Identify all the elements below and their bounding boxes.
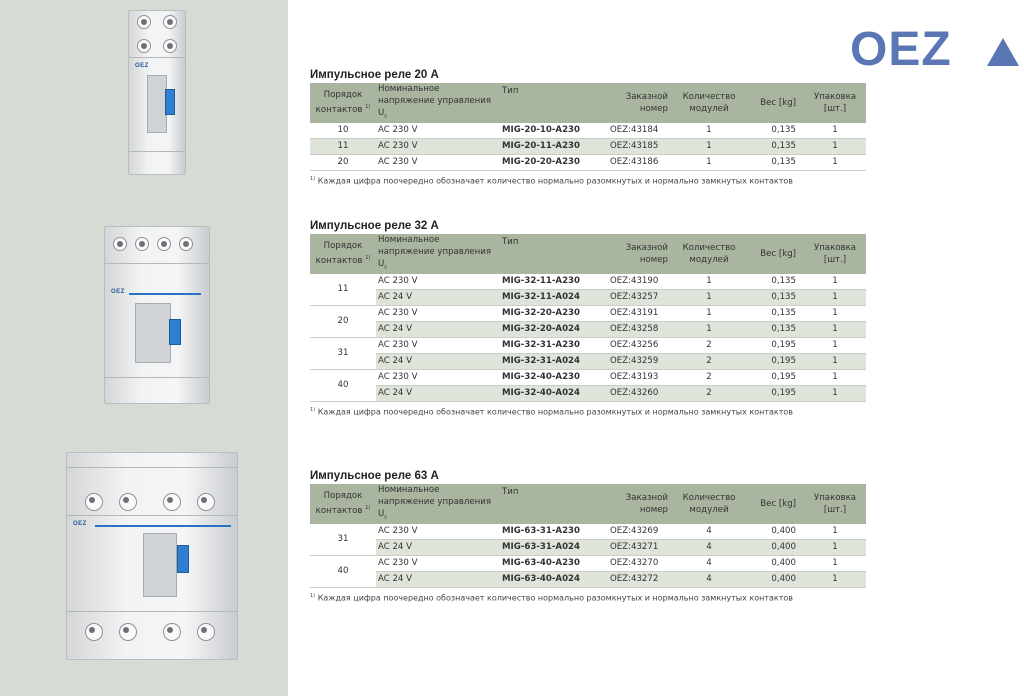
cell-voltage: AC 230 V: [378, 124, 418, 135]
table-row: [310, 123, 866, 139]
product-table: [310, 484, 866, 588]
header-order: Порядок контактов $^{1)}$: [315, 90, 371, 116]
table-title: Импульсное реле 32 A: [310, 220, 439, 232]
cell-voltage: AC 230 V: [378, 525, 418, 536]
table-row: [310, 353, 866, 369]
cell-order-no: OEZ:43190: [610, 275, 659, 286]
cell-type: MIG-32-40-A024: [502, 387, 581, 398]
section-relay-20a: [310, 67, 866, 186]
cell-order-no: OEZ:43193: [610, 371, 659, 382]
cell-order: 11: [337, 140, 349, 151]
cell-voltage: AC 24 V: [378, 573, 413, 584]
cell-type: MIG-32-11-A230: [502, 275, 581, 286]
table-row: [310, 138, 866, 154]
cell-type: MIG-63-40-A024: [502, 573, 581, 584]
cell-weight: 0,195: [771, 387, 796, 398]
cell-weight: 0,135: [771, 323, 796, 334]
cell-type: MIG-32-31-A230: [502, 339, 581, 350]
cell-order-no: OEZ:43256: [610, 339, 659, 350]
table-row: [310, 274, 866, 290]
footnote: $^{1)}$ Каждая цифра поочередно обозначает количество нормально разомкнутых и нормально замкнутых контактов: [310, 406, 793, 417]
cell-order-no: OEZ:43270: [610, 557, 659, 568]
cell-type: MIG-32-40-A230: [502, 371, 581, 382]
cell-voltage: AC 24 V: [378, 323, 413, 334]
header-type: Тип: [502, 86, 519, 96]
cell-type: MIG-63-40-A230: [502, 557, 581, 568]
header-modules: Количество модулей: [682, 242, 736, 265]
cell-weight: 0,400: [771, 573, 796, 584]
cell-order: 20: [337, 156, 349, 167]
footnote: $^{1)}$ Каждая цифра поочередно обозначает количество нормально разомкнутых и нормально замкнутых контактов: [310, 592, 793, 603]
cell-order: 10: [337, 124, 349, 135]
cell-weight: 0,135: [771, 307, 796, 318]
cell-pack: 1: [832, 156, 838, 167]
cell-order-no: OEZ:43259: [610, 355, 659, 366]
table-row: [310, 154, 866, 170]
cell-voltage: AC 230 V: [378, 339, 418, 350]
cell-modules: 1: [706, 124, 712, 135]
header-weight: Вес [kg]: [760, 97, 796, 108]
cell-modules: 4: [706, 525, 712, 536]
cell-order: 31: [310, 524, 376, 556]
table-header-row: [310, 484, 866, 524]
logo-triangle-icon: [987, 38, 1019, 66]
table-row: [310, 385, 866, 401]
table-title: Импульсное реле 63 A: [310, 470, 439, 482]
cell-pack: 1: [832, 525, 838, 536]
cell-modules: 1: [706, 323, 712, 334]
header-voltage: Номинальное напряжение управления $U_s$: [378, 84, 492, 120]
cell-order-no: OEZ:43185: [610, 140, 659, 151]
cell-pack: 1: [832, 573, 838, 584]
cell-modules: 1: [706, 291, 712, 302]
table-row: [310, 337, 866, 353]
cell-pack: 1: [832, 307, 838, 318]
header-voltage: Номинальное напряжение управления $U_s$: [378, 235, 492, 271]
cell-pack: 1: [832, 140, 838, 151]
cell-pack: 1: [832, 291, 838, 302]
header-order-no: Заказной номер: [625, 242, 668, 265]
footnote: $^{1)}$ Каждая цифра поочередно обозначает количество нормально разомкнутых и нормально замкнутых контактов: [310, 175, 793, 186]
cell-type: MIG-20-20-A230: [502, 156, 581, 167]
table-row: [310, 305, 866, 321]
cell-modules: 2: [706, 371, 712, 382]
product-table: [310, 234, 866, 402]
header-pack: Упаковка [шт.]: [813, 242, 857, 265]
relay-20a-image: OEZ: [128, 10, 186, 175]
cell-pack: 1: [832, 387, 838, 398]
section-relay-63a: [310, 468, 866, 603]
table-row: [310, 555, 866, 571]
table-title: Импульсное реле 20 A: [310, 69, 439, 81]
cell-voltage: AC 24 V: [378, 541, 413, 552]
cell-order-no: OEZ:43191: [610, 307, 659, 318]
cell-pack: 1: [832, 371, 838, 382]
cell-order: 31: [310, 337, 376, 369]
cell-order-no: OEZ:43258: [610, 323, 659, 334]
cell-modules: 1: [706, 156, 712, 167]
header-weight: Вес [kg]: [760, 498, 796, 509]
cell-weight: 0,400: [771, 525, 796, 536]
cell-weight: 0,135: [771, 124, 796, 135]
cell-pack: 1: [832, 557, 838, 568]
cell-weight: 0,135: [771, 140, 796, 151]
cell-pack: 1: [832, 355, 838, 366]
cell-voltage: AC 24 V: [378, 355, 413, 366]
cell-pack: 1: [832, 124, 838, 135]
oez-logo-text: OEZ: [850, 23, 952, 76]
cell-order-no: OEZ:43269: [610, 525, 659, 536]
cell-modules: 2: [706, 355, 712, 366]
header-order-no: Заказной номер: [625, 492, 668, 515]
cell-type: MIG-32-20-A230: [502, 307, 581, 318]
cell-voltage: AC 230 V: [378, 307, 418, 318]
table-header-row: [310, 234, 866, 274]
cell-voltage: AC 230 V: [378, 557, 418, 568]
header-voltage: Номинальное напряжение управления $U_s$: [378, 485, 492, 521]
cell-modules: 2: [706, 339, 712, 350]
cell-voltage: AC 230 V: [378, 156, 418, 167]
cell-order: 20: [310, 305, 376, 337]
cell-type: MIG-20-10-A230: [502, 124, 581, 135]
cell-voltage: AC 24 V: [378, 291, 413, 302]
relay-32a-image: OEZ: [104, 226, 210, 404]
cell-weight: 0,400: [771, 557, 796, 568]
cell-modules: 1: [706, 307, 712, 318]
cell-modules: 4: [706, 557, 712, 568]
header-modules: Количество модулей: [682, 492, 736, 515]
cell-type: MIG-20-11-A230: [502, 140, 581, 151]
cell-weight: 0,135: [771, 156, 796, 167]
cell-modules: 4: [706, 541, 712, 552]
table-row: [310, 524, 866, 540]
cell-pack: 1: [832, 541, 838, 552]
cell-type: MIG-63-31-A024: [502, 541, 581, 552]
cell-order-no: OEZ:43260: [610, 387, 659, 398]
cell-pack: 1: [832, 339, 838, 350]
cell-weight: 0,135: [771, 275, 796, 286]
cell-order-no: OEZ:43257: [610, 291, 659, 302]
cell-weight: 0,135: [771, 291, 796, 302]
cell-order-no: OEZ:43186: [610, 156, 659, 167]
cell-order: 40: [310, 369, 376, 401]
section-relay-32a: [310, 218, 866, 417]
cell-modules: 1: [706, 275, 712, 286]
cell-voltage: AC 24 V: [378, 387, 413, 398]
cell-type: MIG-63-31-A230: [502, 525, 581, 536]
cell-weight: 0,195: [771, 371, 796, 382]
table-row: [310, 321, 866, 337]
table-row: [310, 539, 866, 555]
oez-logo: [850, 22, 1018, 78]
table-row: [310, 571, 866, 587]
cell-order-no: OEZ:43272: [610, 573, 659, 584]
cell-order: 40: [310, 555, 376, 587]
relay-63a-image: OEZ: [66, 452, 238, 660]
cell-voltage: AC 230 V: [378, 275, 418, 286]
cell-type: MIG-32-20-A024: [502, 323, 581, 334]
cell-voltage: AC 230 V: [378, 371, 418, 382]
cell-weight: 0,195: [771, 355, 796, 366]
cell-type: MIG-32-31-A024: [502, 355, 581, 366]
table-row: [310, 289, 866, 305]
table-row: [310, 369, 866, 385]
header-type: Тип: [502, 237, 519, 247]
cell-order-no: OEZ:43184: [610, 124, 659, 135]
header-pack: Упаковка [шт.]: [813, 492, 857, 515]
header-pack: Упаковка [шт.]: [813, 91, 857, 114]
cell-modules: 4: [706, 573, 712, 584]
header-type: Тип: [502, 487, 519, 497]
header-modules: Количество модулей: [682, 91, 736, 114]
header-weight: Вес [kg]: [760, 248, 796, 259]
product-photo-panel: [0, 0, 288, 696]
table-header-row: [310, 83, 866, 123]
cell-pack: 1: [832, 323, 838, 334]
cell-order: 11: [310, 274, 376, 306]
cell-pack: 1: [832, 275, 838, 286]
cell-modules: 1: [706, 140, 712, 151]
cell-weight: 0,195: [771, 339, 796, 350]
header-order-no: Заказной номер: [625, 91, 668, 114]
header-order: Порядок контактов $^{1)}$: [315, 491, 371, 517]
cell-weight: 0,400: [771, 541, 796, 552]
cell-order-no: OEZ:43271: [610, 541, 659, 552]
product-table: [310, 83, 866, 171]
cell-voltage: AC 230 V: [378, 140, 418, 151]
header-order: Порядок контактов $^{1)}$: [315, 241, 371, 267]
cell-type: MIG-32-11-A024: [502, 291, 581, 302]
cell-modules: 2: [706, 387, 712, 398]
